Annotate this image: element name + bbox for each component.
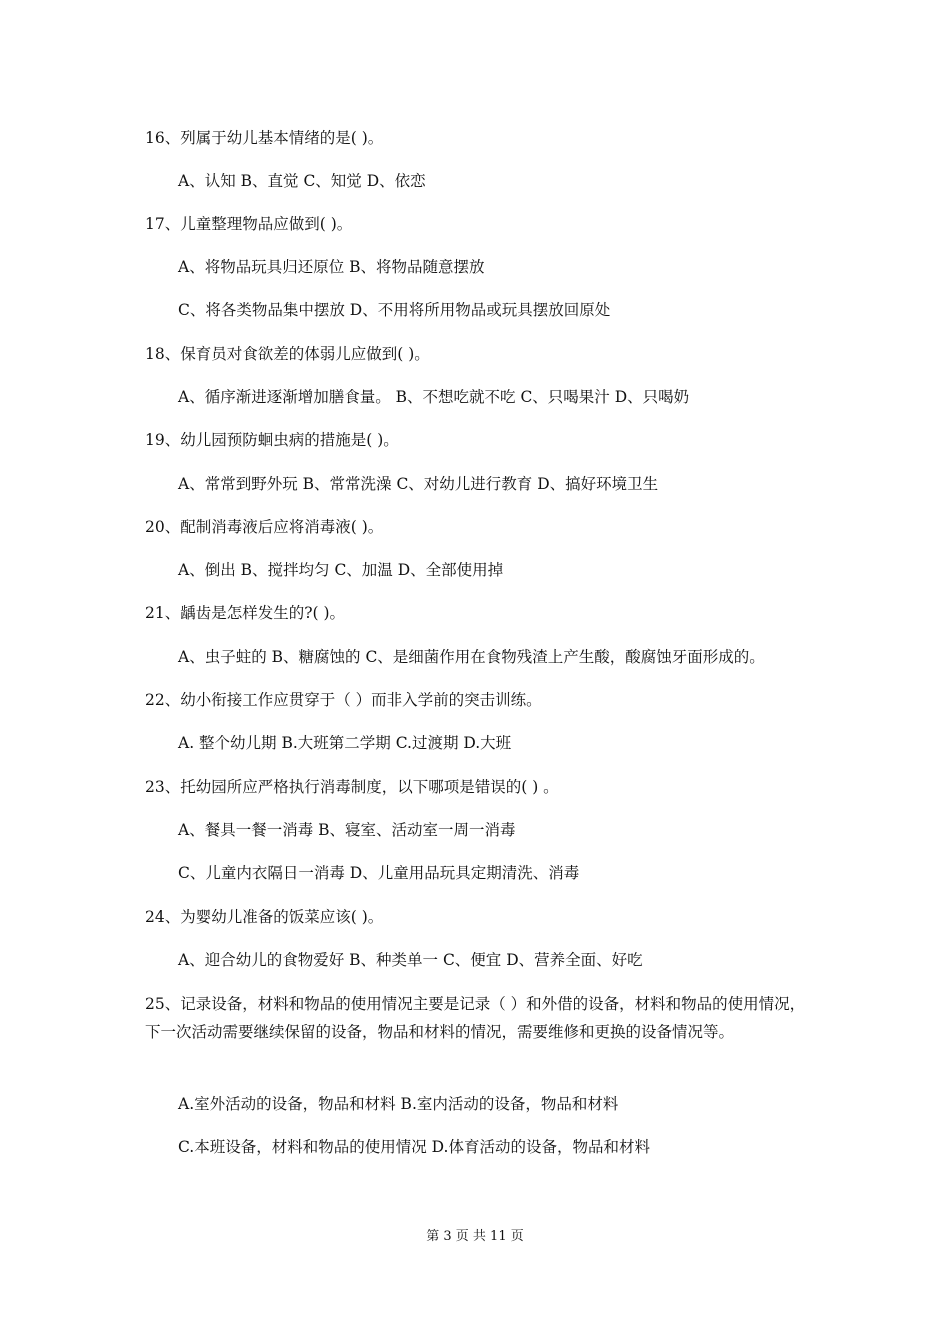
question-18-options: A、循序渐进逐渐增加膳食量。 B、不想吃就不吃 C、只喝果汁 D、只喝奶 <box>178 388 690 406</box>
question-21-options: A、虫子蛀的 B、糖腐蚀的 C、是细菌作用在食物残渣上产生酸，酸腐蚀牙面形成的。 <box>178 648 765 666</box>
question-24-stem: 24、为婴幼儿准备的饭菜应该( )。 <box>145 908 384 926</box>
question-17-options-row-1: A、将物品玩具归还原位 B、将物品随意摆放 <box>178 258 485 276</box>
question-18-stem: 18、保育员对食欲差的体弱儿应做到( )。 <box>145 345 430 363</box>
question-22-options: A. 整个幼儿期 B.大班第二学期 C.过渡期 D.大班 <box>178 734 512 752</box>
question-16-options: A、认知 B、直觉 C、知觉 D、依恋 <box>178 172 426 190</box>
question-19-stem: 19、幼儿园预防蛔虫病的措施是( )。 <box>145 431 399 449</box>
question-17-options-row-2: C、将各类物品集中摆放 D、不用将所用物品或玩具摆放回原处 <box>178 301 611 319</box>
question-25-stem: 25、记录设备，材料和物品的使用情况主要是记录（ ）和外借的设备，材料和物品的使用情况，下一次活动需要继续保留的设备，物品和材料的情况，需要维修和更换的设备情况等。 <box>145 995 806 1041</box>
question-24-options: A、迎合幼儿的食物爱好 B、种类单一 C、便宜 D、营养全面、好吃 <box>178 951 643 969</box>
question-22-stem: 22、幼小衔接工作应贯穿于（ ）而非入学前的突击训练。 <box>145 691 542 709</box>
question-20-stem: 20、配制消毒液后应将消毒液( )。 <box>145 518 384 536</box>
question-23-options-row-1: A、餐具一餐一消毒 B、寝室、活动室一周一消毒 <box>178 821 516 839</box>
question-25-options-row-1: A.室外活动的设备，物品和材料 B.室内活动的设备，物品和材料 <box>178 1095 619 1113</box>
question-23-stem: 23、托幼园所应严格执行消毒制度，以下哪项是错误的( ) 。 <box>145 778 559 796</box>
question-25-options-row-2: C.本班设备，材料和物品的使用情况 D.体育活动的设备，物品和材料 <box>178 1138 650 1156</box>
question-16-stem: 16、列属于幼儿基本情绪的是( )。 <box>145 129 384 147</box>
question-21-stem: 21、龋齿是怎样发生的?( )。 <box>145 604 346 622</box>
question-23-options-row-2: C、儿童内衣隔日一消毒 D、儿童用品玩具定期清洗、消毒 <box>178 864 580 882</box>
question-19-options: A、常常到野外玩 B、常常洗澡 C、对幼儿进行教育 D、搞好环境卫生 <box>178 475 659 493</box>
question-20-options: A、倒出 B、搅拌均匀 C、加温 D、全部使用掉 <box>178 561 504 579</box>
question-17-stem: 17、儿童整理物品应做到( )。 <box>145 215 353 233</box>
page-number-footer: 第 3 页 共 11 页 <box>426 1229 524 1244</box>
